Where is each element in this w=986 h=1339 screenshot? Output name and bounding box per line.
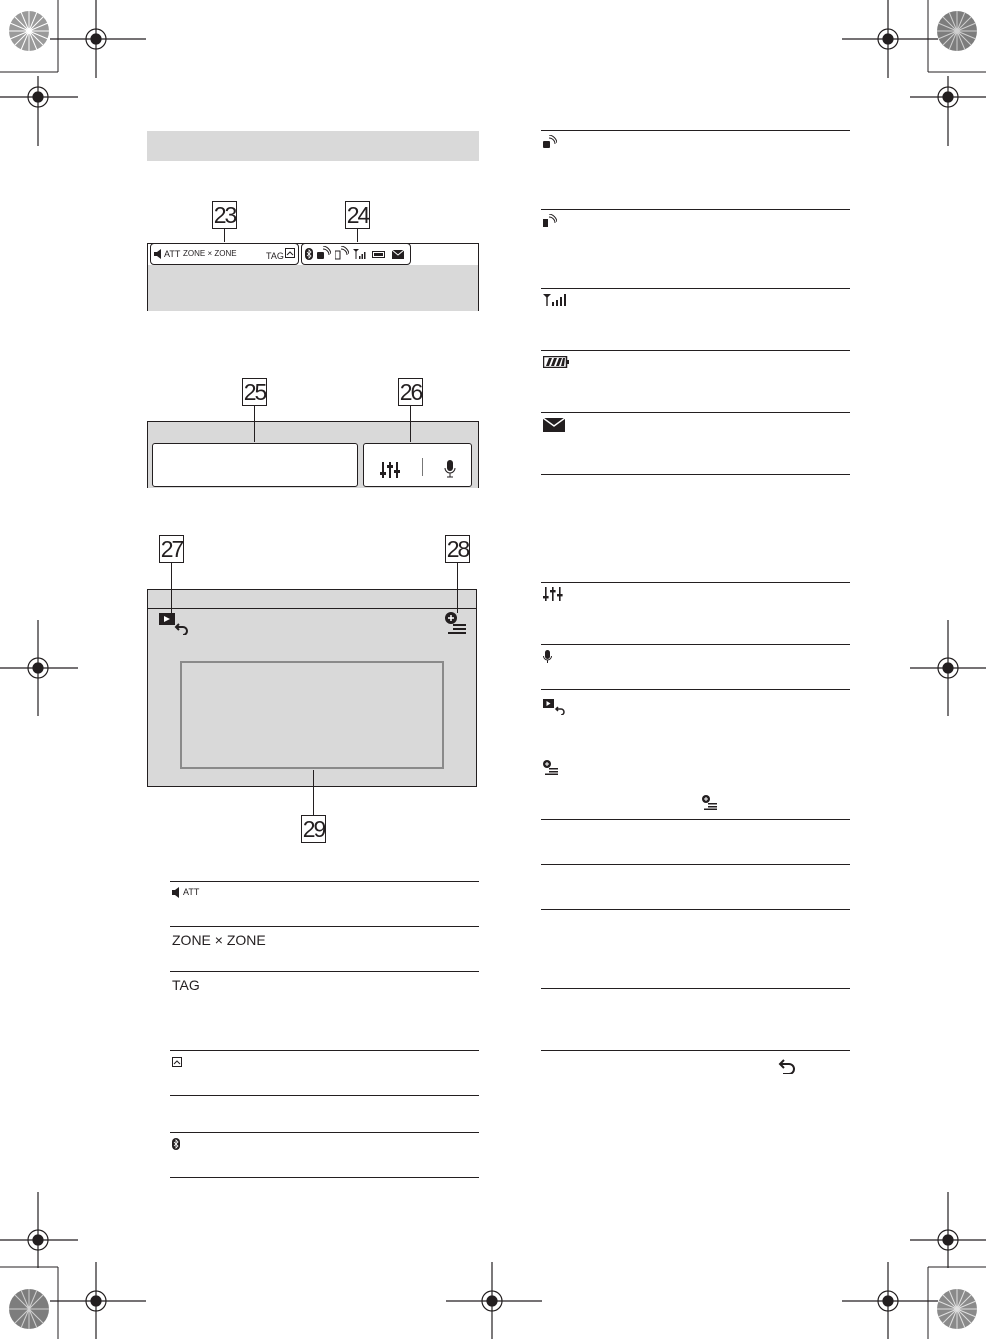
registration-target-top-left-2 xyxy=(0,58,80,148)
legend-rule xyxy=(170,1050,479,1051)
signal-strength-icon xyxy=(543,294,567,306)
registration-target-bottom-right-2 xyxy=(840,1260,940,1339)
signal-strength-icon xyxy=(353,249,367,259)
registration-target-bottom-center xyxy=(444,1260,544,1339)
mail-icon xyxy=(543,418,565,432)
section-header-bar xyxy=(147,131,479,161)
legend-rule xyxy=(170,1177,479,1178)
image-swap-icon xyxy=(172,1057,182,1067)
screen-three-header-line xyxy=(148,608,476,609)
callout-28: 28 xyxy=(446,536,469,562)
mail-icon xyxy=(392,250,404,259)
callout-24: 24 xyxy=(346,202,369,228)
leader-line xyxy=(254,405,255,442)
legend-rule xyxy=(541,689,850,690)
legend-tag: TAG xyxy=(172,977,200,993)
speaker-icon xyxy=(154,249,163,259)
leader-line xyxy=(457,563,458,613)
screen-three xyxy=(147,589,477,787)
legend-rule xyxy=(170,926,479,927)
legend-att: ATT xyxy=(183,887,200,897)
color-wheel-bottom-right xyxy=(934,1286,980,1332)
color-wheel-bottom-left xyxy=(6,1286,52,1332)
callout-23: 23 xyxy=(213,202,236,228)
callout-26: 26 xyxy=(399,379,422,405)
zone-label: ZONE × ZONE xyxy=(183,249,237,258)
speaker-icon xyxy=(172,887,181,898)
audio-stream-icon xyxy=(317,246,331,260)
add-to-list-icon xyxy=(543,760,559,775)
leader-line xyxy=(313,770,314,815)
equalizer-icon[interactable] xyxy=(380,460,404,478)
text-area xyxy=(152,443,358,487)
control-area[interactable] xyxy=(363,443,472,487)
legend-rule xyxy=(541,412,850,413)
legend-rule xyxy=(541,864,850,865)
battery-icon xyxy=(543,356,569,368)
control-divider xyxy=(422,458,423,476)
leader-line xyxy=(357,229,358,242)
play-back-icon[interactable] xyxy=(159,613,195,635)
image-swap-icon xyxy=(285,248,295,258)
phone-connection-icon xyxy=(335,246,349,260)
registration-target-top-right-2 xyxy=(908,58,986,148)
att-label: ATT xyxy=(164,249,181,259)
color-wheel-top-left xyxy=(6,8,52,54)
screen-two xyxy=(147,421,479,488)
add-to-list-icon xyxy=(702,795,718,810)
audio-stream-icon xyxy=(543,135,557,149)
bluetooth-icon xyxy=(305,248,313,260)
status-bar-screen xyxy=(147,243,479,311)
registration-target-mid-right xyxy=(908,620,986,720)
screen-body xyxy=(148,265,478,311)
bluetooth-icon xyxy=(172,1138,180,1150)
leader-line xyxy=(224,229,225,242)
legend-rule xyxy=(541,644,850,645)
status-group-left xyxy=(150,243,299,265)
legend-rule xyxy=(541,909,850,910)
legend-rule xyxy=(170,1095,479,1096)
callout-25: 25 xyxy=(243,379,266,405)
microphone-icon xyxy=(543,650,552,664)
play-back-icon xyxy=(543,699,567,715)
callout-29: 29 xyxy=(302,816,325,842)
content-frame xyxy=(180,661,444,769)
legend-rule xyxy=(170,1132,479,1133)
phone-connection-icon xyxy=(543,214,557,228)
tag-label: TAG xyxy=(266,251,284,261)
legend-rule xyxy=(170,881,479,882)
registration-target-mid-left xyxy=(0,620,80,720)
add-to-list-icon[interactable] xyxy=(445,612,467,634)
leader-line xyxy=(410,405,411,442)
status-group-right xyxy=(301,243,411,265)
legend-rule xyxy=(541,209,850,210)
legend-zone: ZONE × ZONE xyxy=(172,932,266,948)
registration-target-bottom-left-2 xyxy=(48,1260,148,1339)
battery-icon xyxy=(372,251,386,258)
legend-rule xyxy=(541,582,850,583)
leader-line xyxy=(171,563,172,613)
legend-rule xyxy=(541,988,850,989)
equalizer-icon xyxy=(543,587,563,601)
legend-rule xyxy=(541,474,850,475)
legend-rule xyxy=(541,819,850,820)
legend-rule xyxy=(541,130,850,131)
color-wheel-top-right xyxy=(934,8,980,54)
legend-rule xyxy=(541,288,850,289)
back-arrow-icon xyxy=(778,1058,796,1074)
legend-rule xyxy=(541,1050,850,1051)
microphone-icon[interactable] xyxy=(444,460,456,478)
callout-27: 27 xyxy=(160,536,183,562)
legend-rule xyxy=(170,971,479,972)
legend-rule xyxy=(541,350,850,351)
